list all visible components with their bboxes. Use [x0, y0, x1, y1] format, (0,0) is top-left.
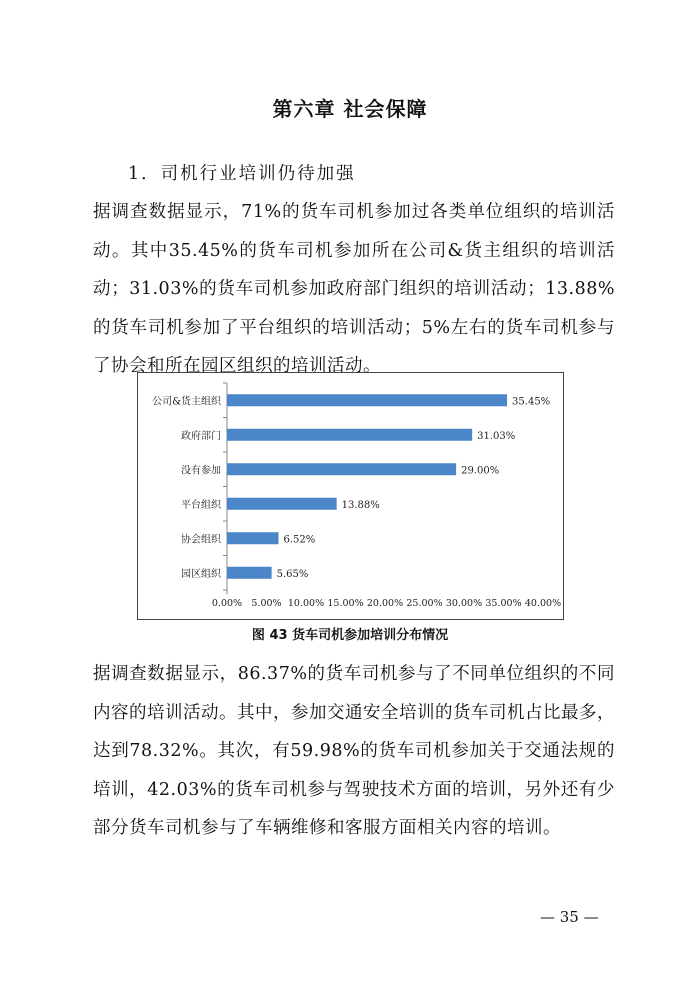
x-tick-label: 15.00%	[327, 598, 364, 609]
category-label: 协会组织	[181, 534, 221, 546]
category-label: 平台组织	[181, 499, 221, 511]
body-paragraph-1: 据调查数据显示，71%的货车司机参加过各类单位组织的培训活动。其中35.45%的货车司机参加所在公司&货主组织的培训活动；31.03%的货车司机参加政府部门组织的培训活动；13.88%的货车司机参加了平台组织的培训活动；5%左右的货车司机参与了协会和所在园区组织的培训活动。	[93, 202, 615, 376]
x-tick-label: 10.00%	[287, 598, 325, 609]
category-label: 没有参加	[181, 465, 221, 477]
x-tick-label: 30.00%	[445, 598, 483, 609]
bar-chart	[138, 373, 563, 619]
x-tick-label: 20.00%	[366, 598, 404, 609]
data-label: 5.65%	[276, 568, 309, 580]
category-label: 园区组织	[181, 568, 221, 580]
category-label: 政府部门	[181, 430, 221, 442]
category-label: 公司&货主组织	[152, 396, 221, 408]
data-label: 29.00%	[461, 465, 500, 477]
chapter-title: 第六章 社会保障	[272, 97, 428, 121]
bar	[227, 429, 472, 441]
data-label: 35.45%	[512, 396, 551, 408]
page-number: — 35 —	[540, 908, 599, 926]
x-tick-label: 25.00%	[406, 598, 443, 609]
bar	[227, 532, 279, 544]
x-tick-label: 0.00%	[211, 598, 243, 609]
x-tick-label: 5.00%	[251, 598, 282, 609]
bar	[227, 394, 507, 406]
bar	[227, 463, 456, 475]
chart-caption: 图 43 货车司机参加培训分布情况	[251, 628, 449, 643]
data-label: 13.88%	[341, 499, 380, 511]
x-tick-label: 40.00%	[524, 598, 562, 609]
bar	[227, 567, 272, 579]
data-label: 6.52%	[283, 534, 316, 546]
section-heading: 1．司机行业培训仍待加强	[128, 164, 356, 184]
bar	[227, 498, 337, 510]
body-paragraph-2: 据调查数据显示，86.37%的货车司机参与了不同单位组织的不同内容的培训活动。其中，参加交通安全培训的货车司机占比最多，达到78.32%。其次，有59.98%的货车司机参加关于交通法规的培训，42.03%的货车司机参与驾驶技术方面的培训，另外还有少部分货车司机参与了车辆维修和客服方面相关内容的培训。	[93, 664, 615, 838]
chart-frame	[137, 372, 564, 620]
x-tick-label: 35.00%	[485, 598, 522, 609]
data-label: 31.03%	[477, 430, 516, 442]
